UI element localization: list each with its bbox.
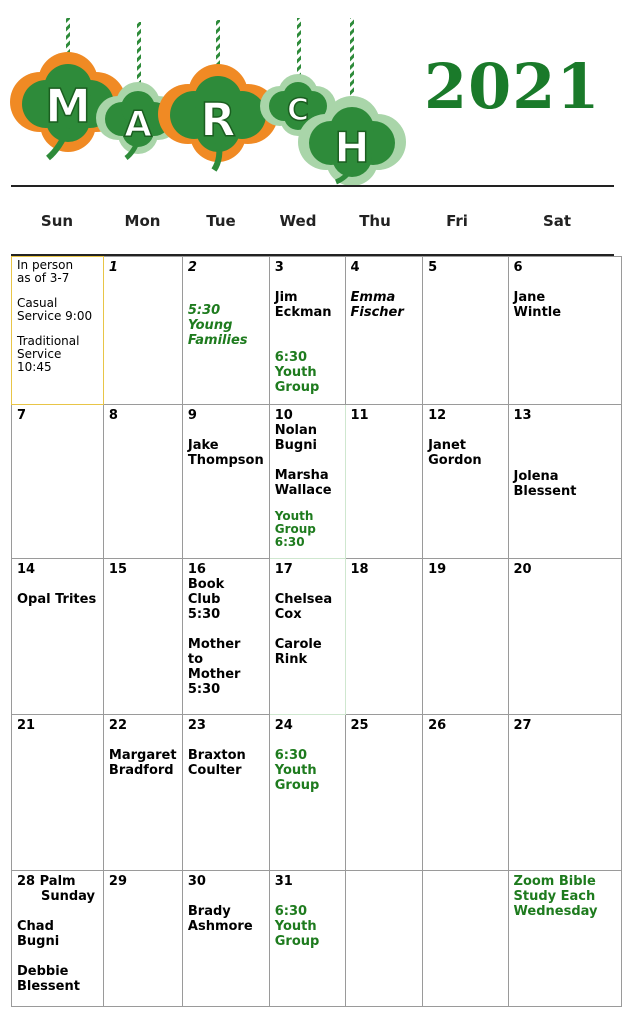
birthday-name: Jake <box>187 438 219 453</box>
event-text: Group <box>274 778 320 793</box>
calendar-header <box>0 0 622 190</box>
day-cell[interactable] <box>508 871 621 1007</box>
birthday-name: Wintle <box>513 305 562 320</box>
event-text: Book <box>187 577 225 592</box>
cell-note: Traditional <box>17 334 80 348</box>
dow-fri: Fri <box>446 212 468 230</box>
day-number: 29 <box>108 874 127 889</box>
birthday-name: Jane <box>513 290 546 305</box>
day-number: 24 <box>274 718 293 733</box>
day-cell[interactable] <box>345 405 423 559</box>
week-row <box>12 405 622 559</box>
birthday-name: Opal Trites <box>17 592 97 607</box>
birthday-name: Bugni <box>274 438 317 453</box>
day-cell[interactable] <box>423 405 508 559</box>
day-cell[interactable] <box>345 871 423 1007</box>
event-text: 5:30 <box>187 303 221 318</box>
event-text: 6:30 <box>274 904 308 919</box>
day-number: 9 <box>187 408 197 423</box>
day-cell[interactable] <box>269 559 345 715</box>
year-title: 2021 <box>424 50 601 123</box>
birthday-name: Chelsea <box>274 592 333 607</box>
day-number: 20 <box>513 562 532 577</box>
day-number: 2 <box>187 260 197 275</box>
birthday-name: Fischer <box>350 305 404 320</box>
day-cell[interactable] <box>103 871 182 1007</box>
day-cell[interactable] <box>103 715 182 871</box>
dow-thu: Thu <box>359 212 391 230</box>
holiday-title: Palm <box>39 874 76 889</box>
birthday-name: Jolena <box>513 469 559 484</box>
day-cell[interactable] <box>269 405 345 559</box>
day-cell[interactable] <box>103 405 182 559</box>
event-text: Families <box>187 333 248 348</box>
month-letter: M <box>45 79 91 133</box>
month-letter: R <box>200 93 236 147</box>
birthday-name: Emma <box>350 290 396 305</box>
birthday-name: Chad <box>17 919 54 934</box>
day-number: 4 <box>350 260 360 275</box>
cell-note: 10:45 <box>17 360 52 374</box>
day-cell[interactable] <box>269 871 345 1007</box>
week-row <box>12 257 622 405</box>
day-cell[interactable] <box>508 405 621 559</box>
birthday-name: Bradford <box>108 763 174 778</box>
birthday-name: Brady <box>187 904 231 919</box>
day-number: 26 <box>428 718 447 733</box>
birthday-name: Marsha <box>274 468 329 483</box>
day-number: 10 <box>274 408 293 423</box>
month-letter: A <box>124 104 152 145</box>
birthday-name: Debbie <box>17 964 69 979</box>
event-text: to <box>187 652 204 667</box>
day-number: 5 <box>428 260 438 275</box>
day-cell[interactable] <box>182 871 269 1007</box>
day-cell[interactable] <box>12 559 104 715</box>
event-text: Youth <box>274 509 314 523</box>
day-number: 14 <box>17 562 36 577</box>
birthday-name: Rink <box>274 652 308 667</box>
zoom-note: Study Each <box>513 889 596 904</box>
day-number: 16 <box>187 562 206 577</box>
day-number: 22 <box>108 718 127 733</box>
event-text: 5:30 <box>187 607 221 622</box>
day-cell[interactable] <box>12 715 104 871</box>
day-cell[interactable] <box>423 871 508 1007</box>
cell-note: Service <box>17 347 62 361</box>
day-number: 18 <box>350 562 369 577</box>
event-text: Mother <box>187 637 241 652</box>
event-text: 5:30 <box>187 682 221 697</box>
dow-tue: Tue <box>206 212 236 230</box>
event-text: Mother <box>187 667 241 682</box>
event-text: Young <box>187 318 233 333</box>
event-text: Youth <box>274 919 317 934</box>
holiday-title: Sunday <box>41 889 96 904</box>
day-number-with-title <box>17 874 98 889</box>
week-row <box>12 559 622 715</box>
day-number: 21 <box>17 718 36 733</box>
day-number: 1 <box>108 260 118 275</box>
birthday-name: Bugni <box>17 934 60 949</box>
day-number: 31 <box>274 874 293 889</box>
day-cell[interactable] <box>103 257 182 405</box>
day-cell[interactable] <box>345 257 423 405</box>
day-cell[interactable] <box>12 257 104 405</box>
event-text: Group <box>274 934 320 949</box>
birthday-name: Blessent <box>513 484 577 499</box>
event-text: 6:30 <box>274 350 308 365</box>
day-cell[interactable] <box>269 257 345 405</box>
day-number: 27 <box>513 718 532 733</box>
birthday-name: Margaret <box>108 748 177 763</box>
day-number: 23 <box>187 718 206 733</box>
month-letter: C <box>286 93 310 128</box>
march-shamrock-banner <box>0 0 420 190</box>
day-number: 6 <box>513 260 523 275</box>
dow-wed: Wed <box>279 212 317 230</box>
week-row <box>12 871 622 1007</box>
birthday-name: Blessent <box>17 979 80 994</box>
day-number: 7 <box>17 408 27 423</box>
day-cell[interactable] <box>345 559 423 715</box>
dow-mon: Mon <box>124 212 161 230</box>
event-text: Group <box>274 522 316 536</box>
event-text: 6:30 <box>274 535 305 549</box>
day-cell[interactable] <box>269 715 345 871</box>
birthday-name: Eckman <box>274 305 332 320</box>
day-number: 28 <box>17 874 36 889</box>
day-cell[interactable] <box>508 715 621 871</box>
event-text: Club <box>187 592 221 607</box>
cell-note: In person <box>17 258 74 272</box>
day-number: 17 <box>274 562 293 577</box>
birthday-name: Cox <box>274 607 302 622</box>
day-cell[interactable] <box>12 871 104 1007</box>
birthday-name: Thompson <box>187 453 264 468</box>
day-number: 25 <box>350 718 369 733</box>
day-number: 12 <box>428 408 447 423</box>
calendar-grid <box>11 256 622 1007</box>
zoom-note: Zoom Bible <box>513 874 596 889</box>
birthday-name: Wallace <box>274 483 332 498</box>
birthday-name: Nolan <box>274 423 318 438</box>
week-row <box>12 715 622 871</box>
day-number: 11 <box>350 408 369 423</box>
event-text: 6:30 <box>274 748 308 763</box>
cell-note: Service 9:00 <box>17 309 93 323</box>
day-number: 3 <box>274 260 284 275</box>
header-divider <box>11 185 614 187</box>
month-letter: H <box>334 123 370 172</box>
day-cell[interactable] <box>423 559 508 715</box>
event-text: Group <box>274 380 320 395</box>
day-number: 19 <box>428 562 447 577</box>
birthday-name: Gordon <box>428 453 482 468</box>
event-text: Youth <box>274 365 317 380</box>
day-cell[interactable] <box>508 559 621 715</box>
day-cell[interactable] <box>423 715 508 871</box>
day-cell[interactable] <box>508 257 621 405</box>
day-number: 30 <box>187 874 206 889</box>
day-number: 15 <box>108 562 127 577</box>
birthday-name: Carole <box>274 637 322 652</box>
dow-sat: Sat <box>542 212 572 230</box>
birthday-name: Janet <box>428 438 467 453</box>
zoom-note: Wednesday <box>513 904 598 919</box>
day-cell[interactable] <box>182 257 269 405</box>
day-cell[interactable] <box>182 405 269 559</box>
day-number: 13 <box>513 408 532 423</box>
event-text: Youth <box>274 763 317 778</box>
birthday-name: Ashmore <box>187 919 253 934</box>
birthday-name: Jim <box>274 290 298 305</box>
birthday-name: Coulter <box>187 763 242 778</box>
day-cell[interactable] <box>423 257 508 405</box>
day-cell[interactable] <box>345 715 423 871</box>
day-number: 8 <box>108 408 118 423</box>
day-cell[interactable] <box>182 715 269 871</box>
day-cell[interactable] <box>182 559 269 715</box>
birthday-name: Braxton <box>187 748 246 763</box>
dow-sun: Sun <box>40 212 74 230</box>
cell-note: Casual <box>17 296 58 310</box>
day-cell[interactable] <box>103 559 182 715</box>
cell-note: as of 3-7 <box>17 271 70 285</box>
day-cell[interactable] <box>12 405 104 559</box>
